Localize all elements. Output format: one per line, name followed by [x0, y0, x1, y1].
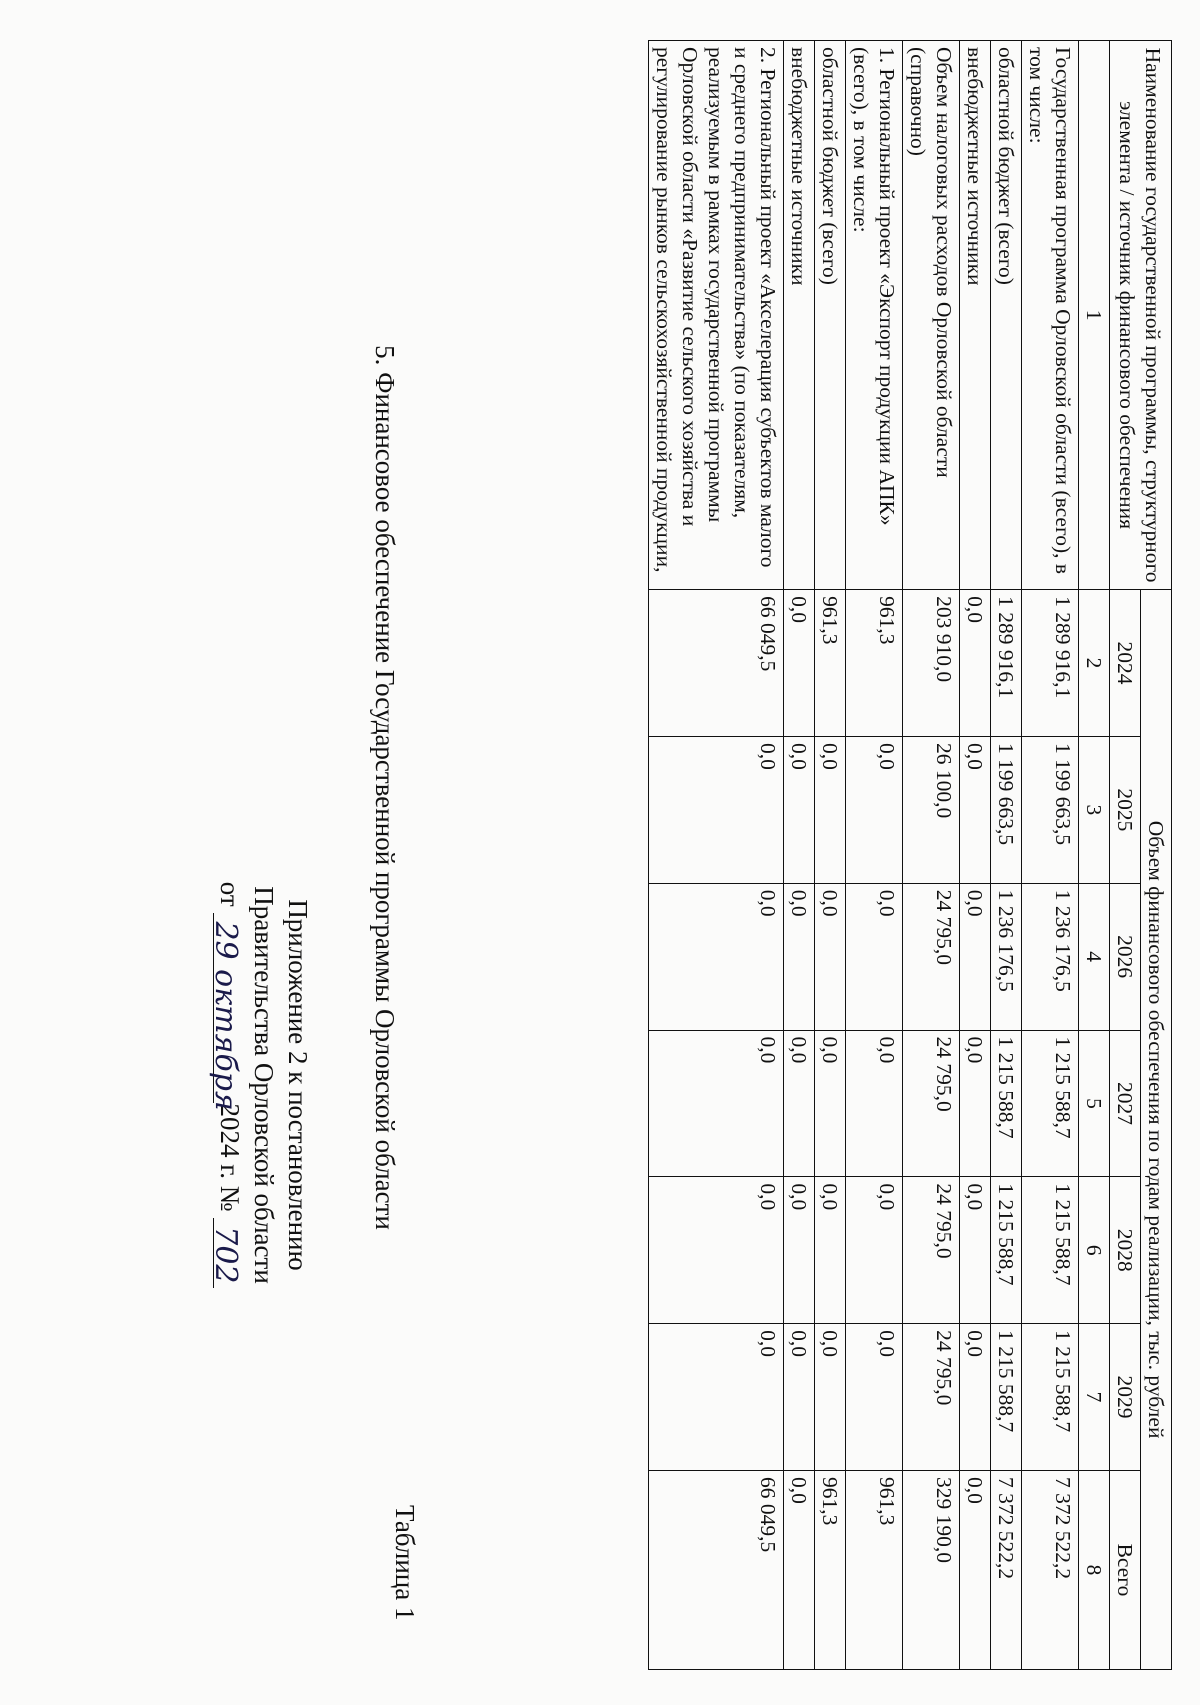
handwritten-number: 702	[208, 1226, 243, 1284]
table-row	[903, 41, 960, 1670]
row-value: 0,0	[784, 1177, 815, 1324]
row-value: 24 795,0	[903, 883, 960, 1030]
row-value: 66 049,5	[649, 590, 784, 737]
row-value: 961,3	[846, 1470, 903, 1669]
row-value: 1 199 663,5	[1022, 736, 1079, 883]
row-value: 0,0	[846, 736, 903, 883]
row-name: внебюджетные источники	[960, 41, 991, 590]
row-value: 24 795,0	[903, 1177, 960, 1324]
row-value: 0,0	[960, 736, 991, 883]
row-value: 24 795,0	[903, 1030, 960, 1177]
year-header: 2026	[1110, 883, 1141, 1030]
row-name: Государственная программа Орловской области (всего), в том числе:	[1022, 41, 1079, 590]
row-value: 0,0	[960, 1324, 991, 1471]
row-value: 1 215 588,7	[991, 1030, 1022, 1177]
section-title	[369, 0, 400, 1705]
section-title-text: 5. Финансовое обеспечение Государственной программы Орловской области	[370, 345, 400, 1230]
row-value: 1 215 588,7	[1022, 1324, 1079, 1471]
row-value: 1 236 176,5	[991, 883, 1022, 1030]
appendix-line-3	[208, 805, 247, 1365]
row-value: 961,3	[815, 1470, 846, 1669]
financing-group-header: Объем финансового обеспечения по годам реализации, тыс. рублей	[1141, 590, 1172, 1670]
row-value: 0,0	[815, 1177, 846, 1324]
row-value: 961,3	[815, 590, 846, 737]
row-value: 0,0	[815, 1030, 846, 1177]
date-prefix: от	[215, 881, 245, 907]
row-value: 0,0	[784, 1324, 815, 1471]
year-header: 2029	[1110, 1324, 1141, 1471]
name-column-header: Наименование государственной программы, структурного элемента / источник финансового обеспечения	[1110, 41, 1172, 590]
year-header: 2024	[1110, 590, 1141, 737]
row-value: 1 289 916,1	[991, 590, 1022, 737]
row-value: 0,0	[649, 883, 784, 1030]
row-name: 1. Региональный проект «Экспорт продукции АПК» (всего), в том числе:	[846, 41, 903, 590]
row-value: 0,0	[815, 883, 846, 1030]
row-value: 203 910,0	[903, 590, 960, 737]
table-row	[960, 41, 991, 1670]
appendix-line-1: Приложение 2 к постановлению	[283, 899, 313, 1271]
row-value: 0,0	[784, 736, 815, 883]
column-index: 3	[1079, 736, 1110, 883]
table-row	[991, 41, 1022, 1670]
row-value: 329 190,0	[903, 1470, 960, 1669]
row-value: 0,0	[960, 1470, 991, 1669]
row-value: 0,0	[960, 1177, 991, 1324]
row-value: 0,0	[815, 736, 846, 883]
row-value: 1 289 916,1	[1022, 590, 1079, 737]
row-value: 7 372 522,2	[1022, 1470, 1079, 1669]
row-value: 0,0	[960, 1030, 991, 1177]
appendix-header	[208, 805, 315, 1365]
row-value: 0,0	[960, 590, 991, 737]
row-value: 0,0	[846, 1324, 903, 1471]
row-name: Объем налоговых расходов Орловской области (справочно)	[903, 41, 960, 590]
table-label: Таблица 1	[390, 1505, 420, 1621]
column-index: 5	[1079, 1030, 1110, 1177]
row-value: 26 100,0	[903, 736, 960, 883]
table-row	[1022, 41, 1079, 1670]
row-value: 1 215 588,7	[1022, 1030, 1079, 1177]
row-value: 0,0	[784, 883, 815, 1030]
row-value: 0,0	[649, 736, 784, 883]
column-index: 8	[1079, 1470, 1110, 1669]
year-header: 2025	[1110, 736, 1141, 883]
row-name: 2. Региональный проект «Акселерация субъектов малого и среднего предпринимательства» (по показателям, реализуемым в рамках государственной программы Орловской области «Развитие сельского хозяйства и регулирование рынков сельскохозяйственной продукции,	[649, 41, 784, 590]
table-row	[649, 41, 784, 1670]
number-underline	[208, 1218, 243, 1288]
appendix-line-2: Правительства Орловской области	[249, 886, 279, 1284]
row-value: 0,0	[815, 1324, 846, 1471]
row-value: 0,0	[649, 1177, 784, 1324]
financing-table	[648, 40, 1172, 1670]
year-header: Всего	[1110, 1470, 1141, 1669]
handwritten-date: 29 октября	[208, 921, 243, 1111]
row-name: областной бюджет (всего)	[815, 41, 846, 590]
row-value: 0,0	[784, 1470, 815, 1669]
year-text: 2024 г. №	[215, 1103, 245, 1212]
row-value: 0,0	[846, 1177, 903, 1324]
row-value: 1 215 588,7	[991, 1177, 1022, 1324]
year-header: 2027	[1110, 1030, 1141, 1177]
row-value: 1 215 588,7	[1022, 1177, 1079, 1324]
table-row	[846, 41, 903, 1670]
year-header: 2028	[1110, 1177, 1141, 1324]
row-value: 24 795,0	[903, 1324, 960, 1471]
row-name: областной бюджет (всего)	[991, 41, 1022, 590]
row-value: 0,0	[784, 590, 815, 737]
row-value: 961,3	[846, 590, 903, 737]
row-value: 66 049,5	[649, 1470, 784, 1669]
table-row	[784, 41, 815, 1670]
row-value: 1 199 663,5	[991, 736, 1022, 883]
column-index: 2	[1079, 590, 1110, 737]
row-value: 0,0	[649, 1324, 784, 1471]
table-row	[815, 41, 846, 1670]
row-value: 0,0	[960, 883, 991, 1030]
column-index: 4	[1079, 883, 1110, 1030]
row-value: 0,0	[846, 1030, 903, 1177]
date-underline	[208, 913, 243, 1111]
row-value: 0,0	[784, 1030, 815, 1177]
row-value: 0,0	[649, 1030, 784, 1177]
row-value: 7 372 522,2	[991, 1470, 1022, 1669]
column-index: 6	[1079, 1177, 1110, 1324]
column-index: 7	[1079, 1324, 1110, 1471]
row-value: 0,0	[846, 883, 903, 1030]
row-value: 1 236 176,5	[1022, 883, 1079, 1030]
column-index-row	[1079, 41, 1110, 1670]
row-name: внебюджетные источники	[784, 41, 815, 590]
column-index: 1	[1079, 41, 1110, 590]
row-value: 1 215 588,7	[991, 1324, 1022, 1471]
